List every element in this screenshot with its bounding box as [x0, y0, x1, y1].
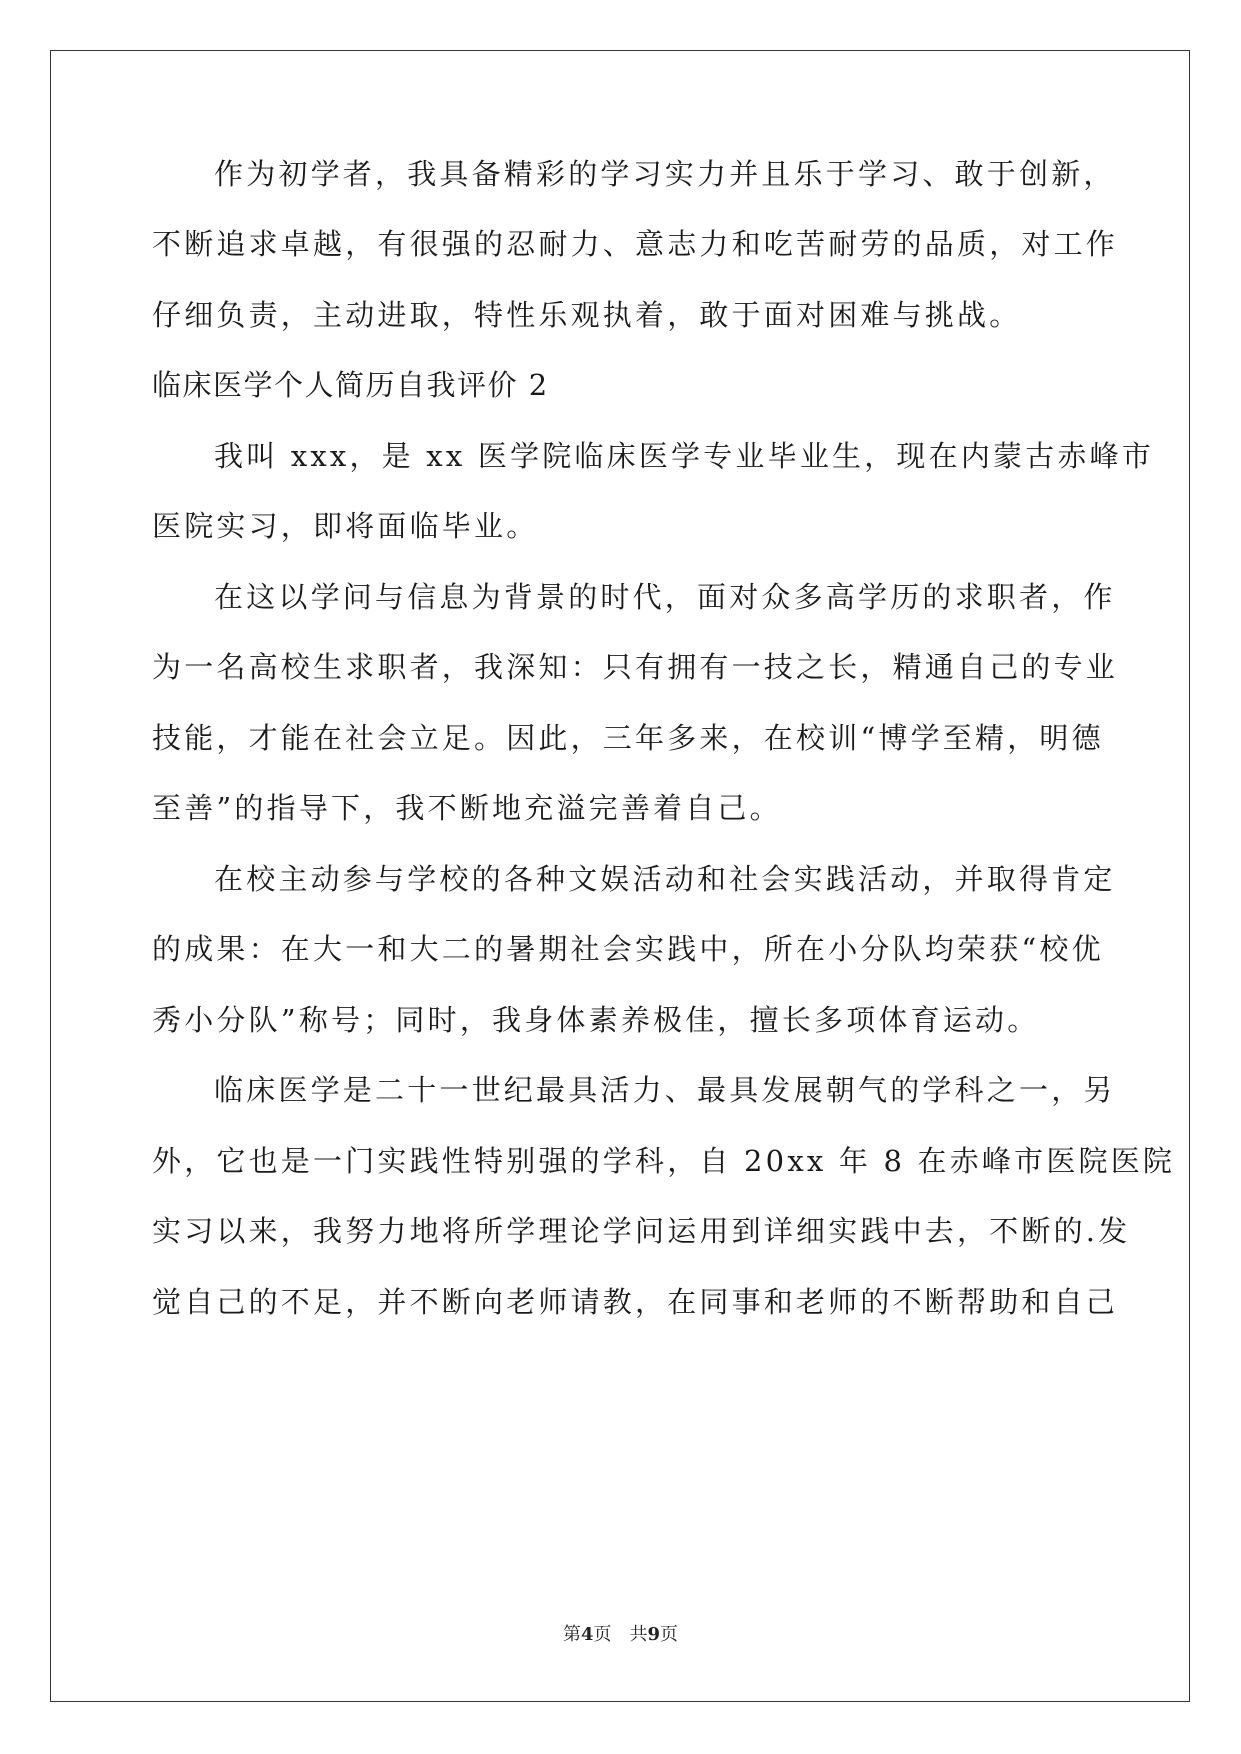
paragraph-line: 作为初学者，我具备精彩的学习实力并且乐于学习、敢于创新， [214, 157, 1116, 191]
section-heading: 临床医学个人简历自我评价 2 [152, 368, 549, 402]
paragraph-line: 外，它也是一门实践性特别强的学科，自 20xx 年 8 在赤峰市医院医院 [152, 1144, 1176, 1178]
paragraph-line: 在校主动参与学校的各种文娱活动和社会实践活动，并取得肯定 [214, 862, 1116, 896]
paragraph-line: 不断追求卓越，有很强的忍耐力、意志力和吃苦耐劳的品质，对工作 [152, 227, 1119, 261]
paragraph-line: 医院实习，即将面临毕业。 [152, 509, 539, 543]
paragraph-line: 技能，才能在社会立足。因此，三年多来，在校训“博学至精，明德 [152, 721, 1104, 755]
paragraph-line: 仔细负责，主动进取，特性乐观执着，敢于面对困难与挑战。 [152, 298, 1022, 332]
paragraph-line: 至善”的指导下，我不断地充溢完善着自己。 [152, 791, 782, 825]
paragraph-line: 我叫 xxx，是 xx 医学院临床医学专业毕业生，现在内蒙古赤峰市 [214, 439, 1155, 473]
paragraph-line: 为一名高校生求职者，我深知：只有拥有一技之长，精通自己的专业 [152, 650, 1119, 684]
total-page-number: 9 [647, 1624, 661, 1645]
page-unit: 页 [593, 1624, 612, 1645]
page-footer [0, 1620, 1241, 1646]
page-prefix: 第 [562, 1624, 581, 1645]
paragraph-line: 觉自己的不足，并不断向老师请教，在同事和老师的不断帮助和自己 [152, 1285, 1119, 1319]
paragraph-line: 的成果：在大一和大二的暑期社会实践中，所在小分队均荣获“校优 [152, 932, 1104, 966]
paragraph-line: 秀小分队”称号；同时，我身体素养极佳，擅长多项体育运动。 [152, 1003, 1040, 1037]
paragraph-line: 在这以学问与信息为背景的时代，面对众多高学历的求职者，作 [214, 580, 1116, 614]
paragraph-line: 实习以来，我努力地将所学理论学问运用到详细实践中去，不断的.发 [152, 1214, 1131, 1248]
total-prefix: 共 [629, 1624, 648, 1645]
current-page-number: 4 [580, 1624, 594, 1645]
total-unit: 页 [660, 1624, 679, 1645]
paragraph-line: 临床医学是二十一世纪最具活力、最具发展朝气的学科之一，另 [214, 1073, 1116, 1107]
